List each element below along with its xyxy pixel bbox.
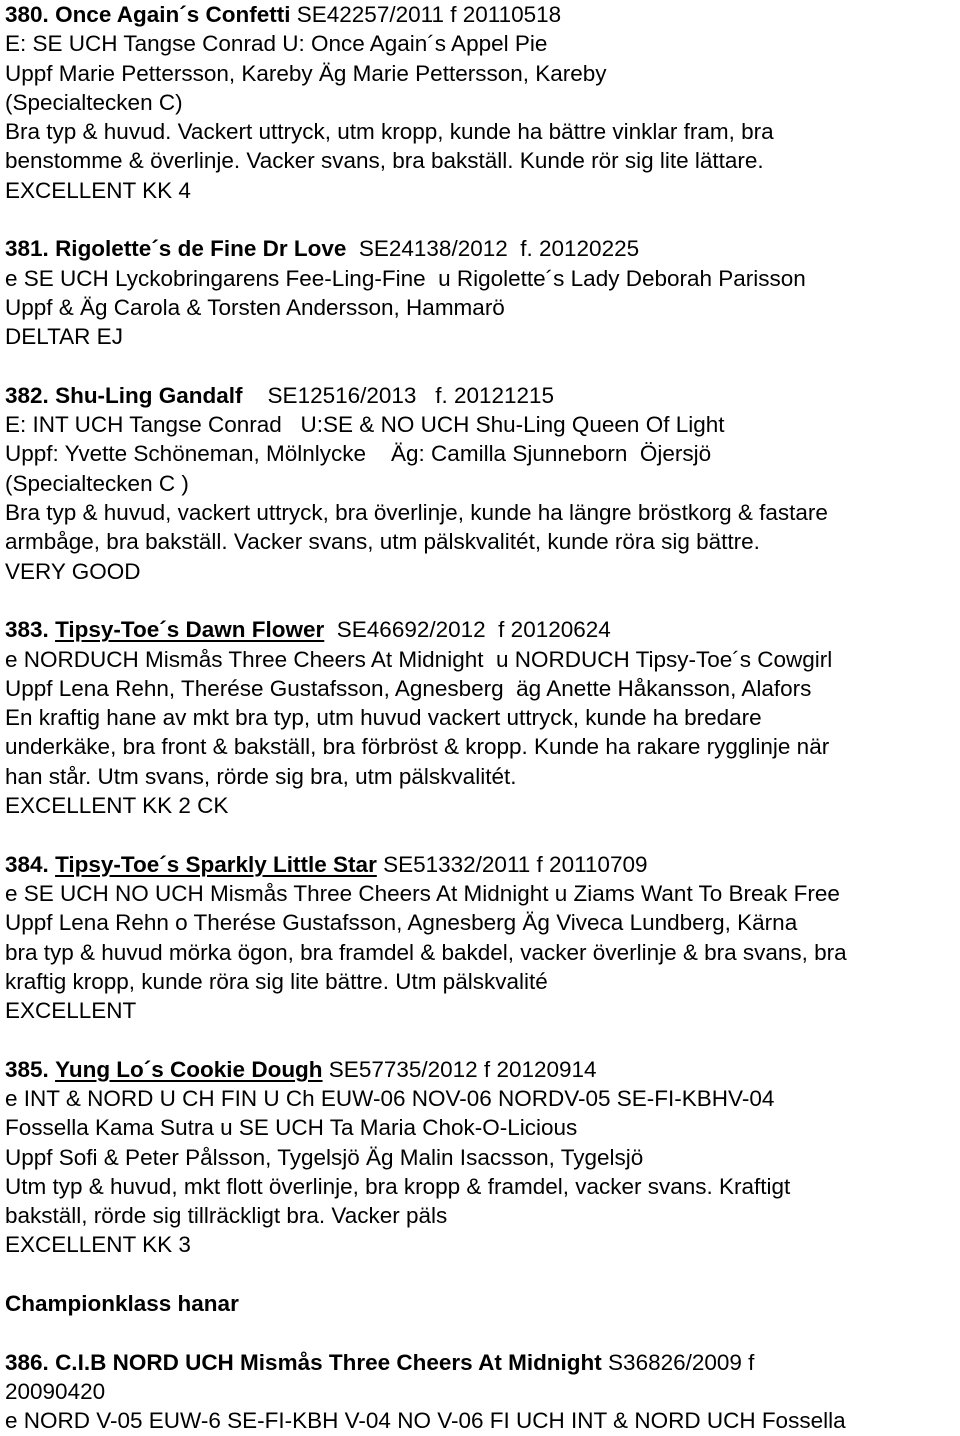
entry-line: (Specialtecken C) — [5, 89, 183, 115]
entry-line: kraftig kropp, kunde röra sig lite bättre. Utm pälskvalité — [5, 968, 548, 994]
entry-number: 383. — [5, 617, 49, 643]
spacer — [5, 586, 957, 615]
spacer — [5, 205, 957, 234]
entry-line: (Specialtecken C ) — [5, 470, 189, 496]
dog-name: Shu-Ling Gandalf — [55, 382, 243, 408]
entry-line: e NORD V-05 EUW-6 SE-FI-KBH V-04 NO V-06 FI UCH INT & NORD UCH Fossella — [5, 1408, 846, 1434]
spacer — [5, 1260, 957, 1289]
entry-number: 382. — [5, 382, 49, 408]
entry-number: 385. — [5, 1056, 49, 1082]
entry-grade: EXCELLENT KK 4 — [5, 177, 191, 203]
entry-line: e INT & NORD U CH FIN U Ch EUW-06 NOV-06 NORDV-05 SE-FI-KBHV-04 — [5, 1085, 775, 1111]
dog-name: Tipsy-Toe´s Dawn Flower — [55, 617, 325, 643]
dog-name: Yung Lo´s Cookie Dough — [55, 1056, 323, 1082]
section-heading: Championklass hanar — [5, 1291, 239, 1317]
registration: SE42257/2011 f 20110518 — [290, 2, 562, 27]
entry-386-header — [5, 1348, 957, 1377]
entry-line: Uppf Lena Rehn, Therése Gustafsson, Agnesberg äg Anette Håkansson, Alafors — [5, 675, 812, 701]
entry-line: Utm typ & huvud, mkt flott överlinje, bra kropp & framdel, vacker svans. Kraftigt — [5, 1173, 791, 1199]
entry-number: 384. — [5, 851, 49, 877]
spacer — [5, 1025, 957, 1054]
entry-grade: EXCELLENT — [5, 998, 137, 1024]
entry-line: Uppf & Äg Carola & Torsten Andersson, Hammarö — [5, 294, 505, 320]
entry-line: Uppf Lena Rehn o Therése Gustafsson, Agnesberg Äg Viveca Lundberg, Kärna — [5, 910, 798, 936]
dog-name: Rigolette´s de Fine Dr Love — [55, 236, 347, 262]
entry-number: 380. — [5, 2, 49, 27]
entry-line: E: SE UCH Tangse Conrad U: Once Again´s Appel Pie — [5, 31, 548, 57]
entry-384-header — [5, 850, 957, 879]
registration: SE46692/2012 f 20120624 — [324, 617, 611, 643]
entry-line: e SE UCH NO UCH Mismås Three Cheers At Midnight u Ziams Want To Break Free — [5, 880, 840, 906]
registration: SE57735/2012 f 20120914 — [322, 1056, 597, 1082]
document-page — [5, 0, 957, 1436]
entry-line: Bra typ & huvud, vackert uttryck, bra överlinje, kunde ha längre bröstkorg & fastare — [5, 500, 828, 526]
spacer — [5, 820, 957, 849]
entry-grade: EXCELLENT KK 3 — [5, 1232, 191, 1258]
entry-line: 20090420 — [5, 1378, 106, 1404]
registration: S36826/2009 f — [601, 1349, 755, 1375]
entry-line: armbåge, bra bakställ. Vacker svans, utm pälskvalitét, kunde röra sig bättre. — [5, 529, 760, 555]
dog-name: C.I.B NORD UCH Mismås Three Cheers At Midnight — [55, 1349, 602, 1375]
registration: SE12516/2013 f. 20121215 — [242, 382, 555, 408]
entry-line: Fossella Kama Sutra u SE UCH Ta Maria Chok-O-Licious — [5, 1115, 578, 1141]
entry-grade: DELTAR EJ — [5, 324, 123, 350]
entry-line: En kraftig hane av mkt bra typ, utm huvud vackert uttryck, kunde ha bredare — [5, 705, 762, 731]
entry-grade: VERY GOOD — [5, 558, 141, 584]
entry-line: bra typ & huvud mörka ögon, bra framdel & bakdel, vacker överlinje & bra svans, bra — [5, 939, 847, 965]
entry-380-header — [5, 0, 957, 29]
entry-line: han står. Utm svans, rörde sig bra, utm pälskvalitét. — [5, 763, 517, 789]
entry-line: E: INT UCH Tangse Conrad U:SE & NO UCH Shu-Ling Queen Of Light — [5, 412, 725, 438]
entry-line: Uppf Marie Pettersson, Kareby Äg Marie Pettersson, Kareby — [5, 60, 607, 86]
spacer — [5, 352, 957, 381]
entry-382-header — [5, 381, 957, 410]
dog-name: Once Again´s Confetti — [55, 2, 291, 27]
entry-line: bakställ, rörde sig tillräckligt bra. Vacker päls — [5, 1203, 448, 1229]
entry-line: Bra typ & huvud. Vackert uttryck, utm kropp, kunde ha bättre vinklar fram, bra — [5, 119, 774, 145]
entry-381-header — [5, 234, 957, 263]
entry-number: 386. — [5, 1349, 49, 1375]
entry-line: e SE UCH Lyckobringarens Fee-Ling-Fine u Rigolette´s Lady Deborah Parisson — [5, 265, 806, 291]
entry-line: benstomme & överlinje. Vacker svans, bra bakställ. Kunde rör sig lite lättare. — [5, 148, 764, 174]
entry-383-header — [5, 615, 957, 644]
registration: SE51332/2011 f 20110709 — [376, 851, 648, 877]
spacer — [5, 1318, 957, 1347]
registration: SE24138/2012 f. 20120225 — [346, 236, 640, 262]
entry-number: 381. — [5, 236, 49, 262]
entry-grade: EXCELLENT KK 2 CK — [5, 793, 229, 819]
entry-line: underkäke, bra front & bakställ, bra förbröst & kropp. Kunde ha rakare rygglinje när — [5, 734, 830, 760]
entry-385-header — [5, 1055, 957, 1084]
dog-name: Tipsy-Toe´s Sparkly Little Star — [55, 851, 377, 877]
entry-line: Uppf: Yvette Schöneman, Mölnlycke Äg: Camilla Sjunneborn Öjersjö — [5, 441, 712, 467]
entry-line: e NORDUCH Mismås Three Cheers At Midnight u NORDUCH Tipsy-Toe´s Cowgirl — [5, 646, 833, 672]
entry-line: Uppf Sofi & Peter Pålsson, Tygelsjö Äg Malin Isacsson, Tygelsjö — [5, 1144, 644, 1170]
